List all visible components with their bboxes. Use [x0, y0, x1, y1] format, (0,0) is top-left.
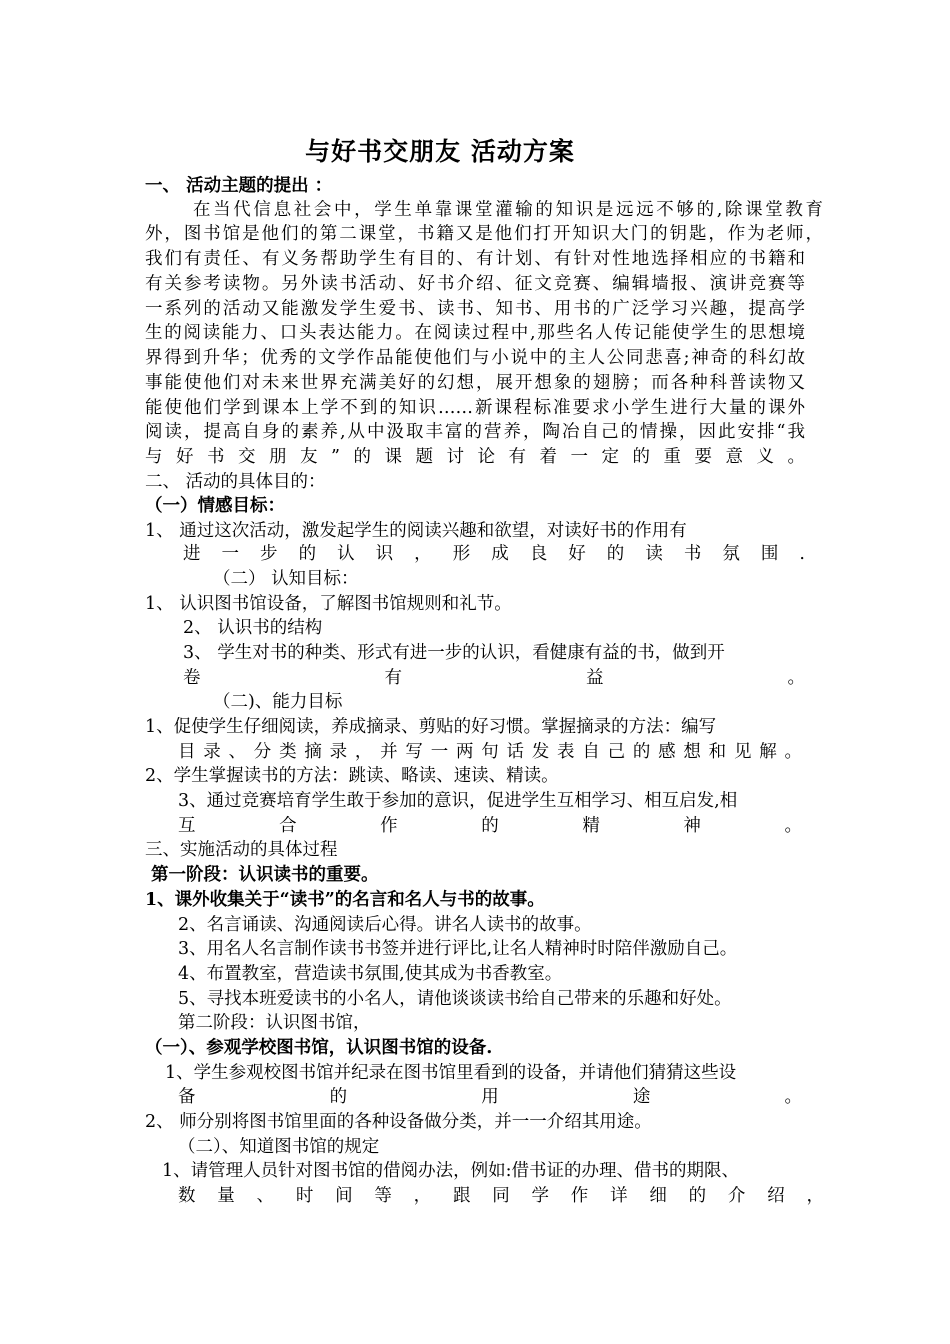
text-line: 卷有益。: [183, 668, 805, 688]
text-line: 备的用途。: [178, 1087, 802, 1107]
text-line: 3、 学生对书的种类、形式有进一步的认识，看健康有益的书，做到开: [183, 643, 725, 663]
text-line: 1、请管理人员针对图书馆的借阅办法，例如:借书证的办理、借书的期限、: [162, 1161, 740, 1181]
section-heading: 1、课外收集关于“读书”的名言和名人与书的故事。: [145, 890, 545, 910]
text-line: 有关参考读物。另外读书活动、好书介绍、征文竞赛、编辑墙报、演讲竞赛等: [145, 274, 805, 294]
text-line: 3、用名人名言制作读书书签并进行评比,让名人精神时时陪伴激励自己。: [178, 939, 738, 959]
section-heading: 第一阶段：认识读书的重要。: [151, 865, 379, 885]
text-line: 我们有责任、有义务帮助学生有目的、有计划、有针对性地选择相应的书籍和: [145, 249, 805, 269]
text-line: 进一步的认识，形成良好的读书氛围.: [183, 544, 805, 564]
text-line: 外，图书馆是他们的第二课堂，书籍又是他们打开知识大门的钥匙，作为老师，: [145, 224, 823, 244]
text-line: 2、名言诵读、沟通阅读后心得。讲名人读书的故事。: [178, 915, 592, 935]
text-line: 1、学生参观校图书馆并纪录在图书馆里看到的设备，并请他们猜猜这些设: [165, 1063, 737, 1083]
text-line: 事能使他们对未来世界充满美好的幻想，展开想象的翅膀；而各种科普读物又: [145, 373, 805, 393]
section-heading: （一）情感目标：: [145, 496, 285, 516]
text-line: 1、 认识图书馆设备，了解图书馆规则和礼节。: [145, 594, 512, 614]
text-line: 能使他们学到课本上学不到的知识……新课程标准要求小学生进行大量的课外: [145, 398, 805, 418]
text-line: （二）、知道图书馆的规定: [178, 1137, 380, 1157]
text-line: 阅读，提高自身的素养,从中汲取丰富的营养，陶冶自己的情操，因此安排“我: [145, 422, 805, 442]
text-line: 界得到升华；优秀的文学作品能使他们与小说中的主人公同悲喜;神奇的科幻故: [145, 348, 805, 368]
text-line: 4、布置教室，营造读书氛围,使其成为书香教室。: [178, 964, 563, 984]
text-line: 3、通过竞赛培育学生敢于参加的意识，促进学生互相学习、相互启发,相: [178, 791, 738, 811]
section-heading: （一）、参观学校图书馆，认识图书馆的设备.: [145, 1038, 493, 1058]
text-line: 三、实施活动的具体过程: [145, 840, 338, 860]
text-line: 一系列的活动又能激发学生爱书、读书、知书、用书的广泛学习兴趣，提高学: [145, 299, 805, 319]
text-line: （二)、能力目标: [213, 692, 343, 712]
text-line: 数量、时间等，跟同学作详细的介绍，: [178, 1186, 824, 1206]
text-line: 二、 活动的具体目的：: [145, 472, 326, 492]
text-line: 与好书交朋友”的课题讨论有着一定的重要意义。: [145, 447, 805, 467]
text-line: 互合作的精神。: [178, 816, 802, 836]
document-title: 与好书交朋友 活动方案: [305, 137, 575, 166]
text-line: 2、学生掌握读书的方法：跳读、略读、速读、精读。: [145, 766, 559, 786]
text-line: 2、 师分别将图书馆里面的各种设备做分类，并一一介绍其用途。: [145, 1112, 652, 1132]
text-line: 在当代信息社会中，学生单靠课堂灌输的知识是远远不够的,除课堂教育: [193, 200, 823, 220]
text-line: （二） 认知目标：: [213, 569, 359, 589]
section-heading: 一、 活动主题的提出 ：: [145, 176, 333, 196]
text-line: 生的阅读能力、口头表达能力。在阅读过程中,那些名人传记能使学生的思想境: [145, 323, 805, 343]
text-line: 5、寻找本班爱读书的小名人，请他谈谈读书给自己带来的乐趣和好处。: [178, 989, 732, 1009]
text-line: 2、 认识书的结构: [183, 618, 323, 638]
text-line: 目录、分类摘录，并写一两句话发表自己的感想和见解。: [178, 742, 802, 762]
text-line: 1、促使学生仔细阅读，养成摘录、剪贴的好习惯。掌握摘录的方法：编写: [145, 717, 717, 737]
text-line: 第二阶段：认识图书馆，: [178, 1013, 371, 1033]
text-line: 1、 通过这次活动，激发起学生的阅读兴趣和欲望，对读好书的作用有: [145, 521, 687, 541]
